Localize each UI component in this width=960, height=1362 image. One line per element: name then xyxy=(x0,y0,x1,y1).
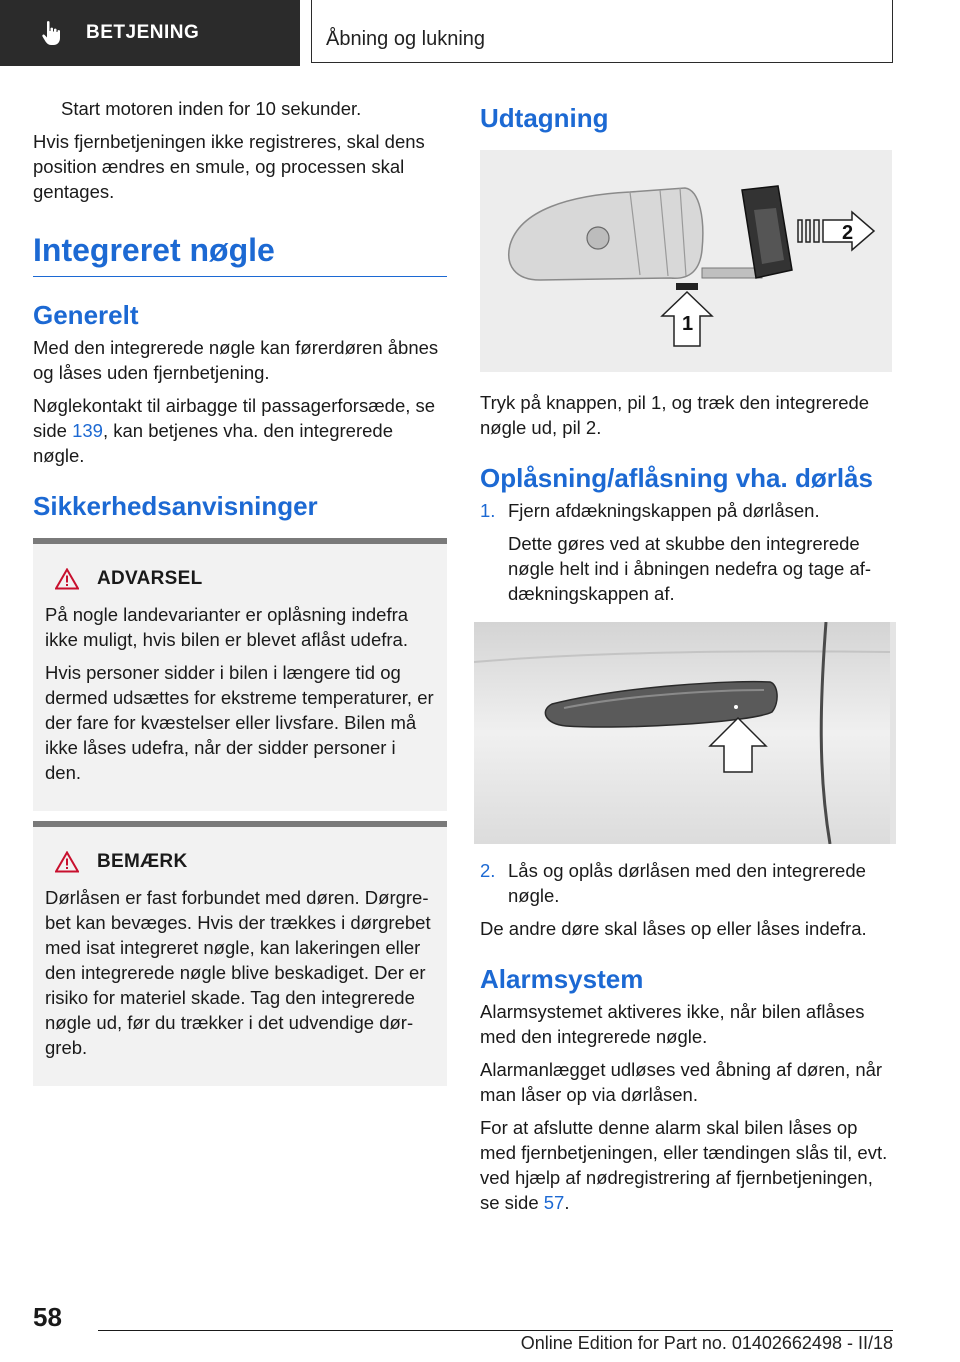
heading-udtagning: Udtagning xyxy=(480,103,609,133)
footer-divider xyxy=(98,1330,893,1331)
left-column xyxy=(33,96,447,1086)
alarm-paragraph-2: Alarmanlægget udløses ved åbning af døren, når man låser op via dørlåsen. xyxy=(480,1059,883,1105)
key-fob-image xyxy=(480,150,892,372)
step-2: 2. Lås og oplås dørlåsen med den integrerede nøgle. xyxy=(480,860,866,906)
page-link-139[interactable]: 139 xyxy=(72,420,103,441)
door-handle-image xyxy=(474,622,890,844)
step-1-detail: Dette gøres ved at skubbe den integrerede nøgle helt ind i åbningen nedefra og tage afdækningskappen af. xyxy=(508,533,872,604)
page-number: 58 xyxy=(33,1302,62,1332)
alarm-paragraph-3: For at afslutte denne alarm skal bilen låses op med fjernbetjeningen, eller tændingen slås til, evt. ved hjælp af nødregistrering af fjernbetjeningen, se side 57. xyxy=(480,1117,888,1213)
steps-list xyxy=(480,498,892,606)
footer-edition: Online Edition for Part no. 01402662498 - II/18 xyxy=(520,1333,893,1353)
hand-pointer-icon xyxy=(40,20,64,46)
notice-paragraph: Dørlåsen er fast forbundet med døren. Dørgrebet kan bevæges. Hvis der trækkes i dørgrebet med isat integreret nøgle, kan lakeringen eller den integrerede nøgle blive beskadiget. Der er risiko for materiel skade. Tag den integrerede nøgle ud, før du trækker i det udvendige dørgreb. xyxy=(45,887,431,1058)
key-removal-illustration xyxy=(480,150,892,372)
section-tab xyxy=(0,0,300,66)
warning-paragraph-1: På nogle landevarianter er oplåsning indefra ikke muligt, hvis bilen er blevet aflåst udefra. xyxy=(45,604,409,650)
notice-title: BEMÆRK xyxy=(97,851,188,872)
warning-title: ADVARSEL xyxy=(97,568,203,589)
notice-triangle-icon xyxy=(55,851,79,873)
generelt-paragraph-2: Nøglekontakt til airbagge til passagerforsæde, se side 139, kan betjenes vha. den integrerede nøgle. xyxy=(33,395,436,466)
intro-step: Start motoren inden for 10 sekunder. xyxy=(61,98,362,119)
page-link-57[interactable]: 57 xyxy=(543,1192,565,1213)
door-handle-illustration xyxy=(474,622,896,844)
udtagning-paragraph: Tryk på knappen, pil 1, og træk den integrerede nøgle ud, pil 2. xyxy=(480,392,870,438)
section-heading-integreret-nogle: Integreret nøgle xyxy=(33,230,447,277)
intro-paragraph: Hvis fjernbetjeningen ikke registreres, skal dens position ændres en smule, og processen skal gentages. xyxy=(33,131,425,202)
arrow-label-2: 2 xyxy=(842,222,854,244)
after-steps-paragraph: De andre døre skal låses op eller låses indefra. xyxy=(480,918,867,939)
heading-generelt: Generelt xyxy=(33,300,139,330)
heading-sikkerhedsanvisninger: Sikkerhedsanvisninger xyxy=(33,491,318,521)
arrow-label-1: 1 xyxy=(682,313,694,335)
right-column xyxy=(480,96,892,1223)
heading-oplasning: Oplåsning/aflåsning vha. dørlås xyxy=(480,463,873,493)
alarm-paragraph-1: Alarmsystemet aktiveres ikke, når bilen aflåses med den integrerede nøgle. xyxy=(480,1001,865,1047)
generelt-paragraph-1: Med den integrerede nøgle kan førerdøren åbnes og låses uden fjernbetjening. xyxy=(33,337,439,383)
section-title: BETJENING xyxy=(86,22,200,43)
warning-box xyxy=(33,538,447,811)
steps-list-continued xyxy=(480,858,892,908)
heading-alarmsystem: Alarmsystem xyxy=(480,964,644,994)
chapter-tab xyxy=(311,0,893,63)
warning-triangle-icon xyxy=(55,568,79,590)
warning-paragraph-2: Hvis personer sidder i bilen i længere tid og dermed udsættes for ekstreme temperaturer, er der fare for kvæstelser eller livsfare. Bilen må ikke låses udefra, når der sidder personer i den. xyxy=(45,662,434,783)
page-header xyxy=(0,0,960,66)
chapter-title: Åbning og lukning xyxy=(326,28,486,50)
step-1: 1. Fjern afdækningskappen på dørlåsen. Dette gøres ved at skubbe den integrerede nøgle helt ind i åbningen nedefra og tage afdækningskappen af. xyxy=(480,498,892,606)
notice-box xyxy=(33,821,447,1086)
